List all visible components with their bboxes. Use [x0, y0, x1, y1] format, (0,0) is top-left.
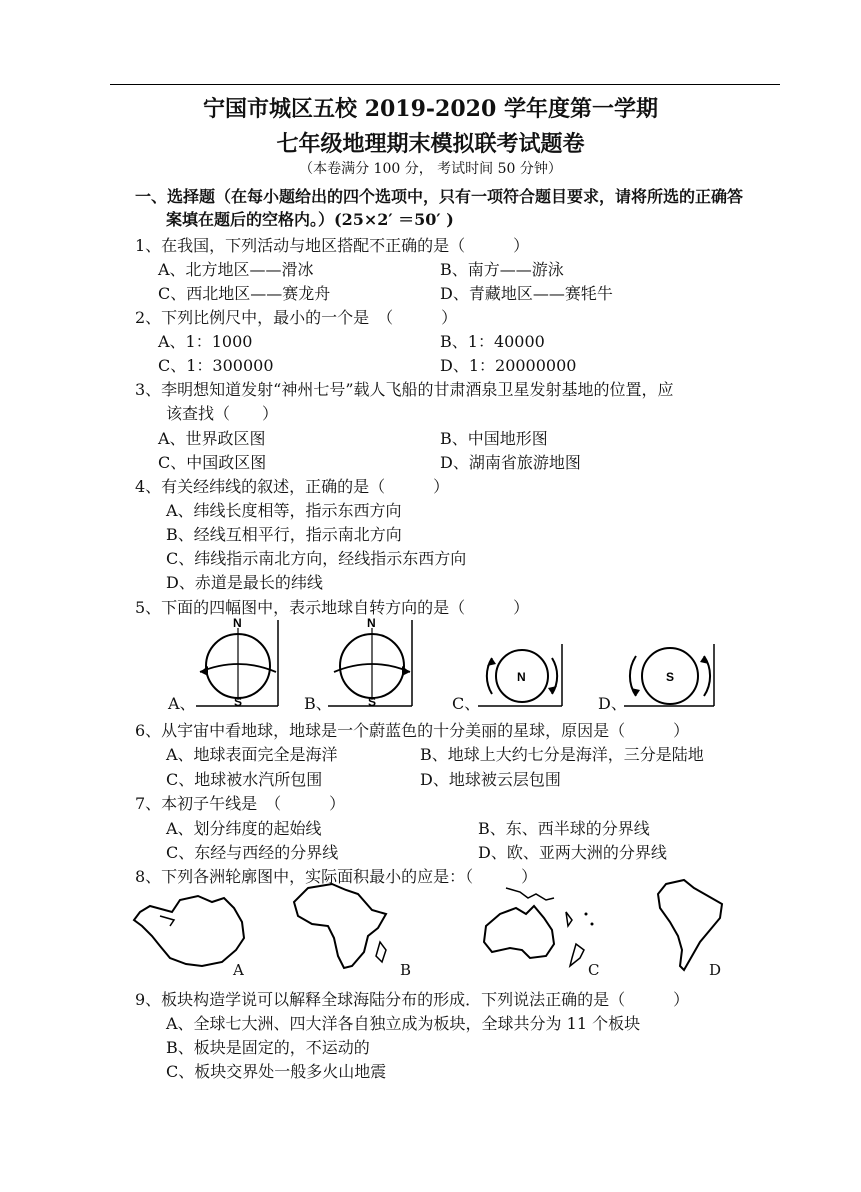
- q3-stem: 3、李明想知道发射“神州七号”载人飞船的甘肃酒泉卫星发射基地的位置，应: [135, 380, 674, 399]
- q5-stem: 5、下面的四幅图中，表示地球自转方向的是（ ）: [135, 598, 530, 617]
- q7-stem: 7、本初子午线是 （ ）: [135, 794, 346, 813]
- q4-option-a: A、纬线长度相等，指示东西方向: [166, 501, 402, 520]
- q4-option-d: D、赤道是最长的纬线: [166, 573, 323, 592]
- q4-option-b: B、经线互相平行，指示南北方向: [166, 525, 402, 544]
- q8-map-b: [288, 880, 398, 972]
- q7-option-a: A、划分纬度的起始线: [166, 819, 322, 838]
- q2-stem: 2、下列比例尺中，最小的一个是 （ ）: [135, 308, 458, 327]
- q6-stem: 6、从宇宙中看地球，地球是一个蔚蓝色的十分美丽的星球，原因是（ ）: [135, 721, 690, 740]
- q8-stem: 8、下列各洲轮廓图中，实际面积最小的应是：（ ）: [135, 867, 538, 886]
- header-rule: [110, 84, 780, 85]
- section1-heading-cont: 案填在题后的空格内。）(25×2′ ＝50′ ): [166, 210, 454, 229]
- q8-label-a: A: [233, 961, 244, 979]
- exam-title-line2: 七年级地理期末模拟联考试题卷: [276, 131, 585, 157]
- q1-option-a: A、北方地区——滑冰: [158, 260, 314, 279]
- q6-option-c: C、地球被水汽所包围: [166, 770, 323, 789]
- q2-option-d: D、1：20000000: [440, 356, 577, 375]
- q2-option-b: B、1：40000: [440, 332, 545, 351]
- q2-option-c: C、1：300000: [158, 356, 274, 375]
- q1-option-b: B、南方——游泳: [440, 260, 564, 279]
- q3-option-a: A、世界政区图: [158, 429, 266, 448]
- q5-option-d: D、: [598, 694, 627, 713]
- q5-figure-b-south: S: [368, 695, 377, 709]
- q5-figure-d-south: S: [666, 670, 675, 684]
- q6-option-d: D、地球被云层包围: [420, 770, 561, 789]
- q1-option-d: D、青藏地区——赛牦牛: [440, 284, 613, 303]
- q5-figure-a-north: N: [233, 616, 242, 630]
- q5-figure-a: [196, 614, 288, 710]
- section1-heading: 一、选择题（在每小题给出的四个选项中，只有一项符合题目要求，请将所选的正确答: [135, 187, 744, 206]
- q8-label-d: D: [709, 961, 722, 979]
- q8-map-a: [130, 892, 250, 972]
- q9-option-c: C、板块交界处一般多火山地震: [166, 1062, 387, 1081]
- q7-option-b: B、东、西半球的分界线: [478, 819, 650, 838]
- q3-option-d: D、湖南省旅游地图: [440, 453, 581, 472]
- q8-label-c: C: [588, 961, 600, 979]
- exam-title-line1: 宁国市城区五校 2019-2020 学年度第一学期: [203, 96, 658, 122]
- q7-option-c: C、东经与西经的分界线: [166, 843, 339, 862]
- q5-figure-b-north: N: [367, 616, 376, 630]
- q8-label-b: B: [400, 961, 412, 979]
- q4-stem: 4、有关经纬线的叙述，正确的是（ ）: [135, 477, 450, 496]
- q6-option-a: A、地球表面完全是海洋: [166, 745, 338, 764]
- q5-figure-c-north: N: [517, 670, 526, 684]
- q9-stem: 9、板块构造学说可以解释全球海陆分布的形成．下列说法正确的是（ ）: [135, 990, 690, 1009]
- exam-subtitle: （本卷满分 100 分， 考试时间 50 分钟）: [299, 161, 562, 177]
- q4-option-c: C、纬线指示南北方向，经线指示东西方向: [166, 549, 467, 568]
- q5-option-c: C、: [452, 694, 481, 713]
- q3-option-c: C、中国政区图: [158, 453, 267, 472]
- q5-figure-c: [478, 642, 570, 710]
- q3-stem-cont: 该查找（ ）: [166, 404, 279, 423]
- q7-option-d: D、欧、亚两大洲的分界线: [478, 843, 667, 862]
- q6-option-b: B、地球上大约七分是海洋，三分是陆地: [420, 745, 704, 764]
- q9-option-b: B、板块是固定的，不运动的: [166, 1038, 370, 1057]
- q2-option-a: A、1：1000: [158, 332, 253, 351]
- q5-option-b: B、: [304, 694, 332, 713]
- q5-option-a: A、: [168, 694, 196, 713]
- q1-option-c: C、西北地区——赛龙舟: [158, 284, 331, 303]
- q8-map-c: [476, 884, 606, 974]
- q3-option-b: B、中国地形图: [440, 429, 548, 448]
- q5-figure-a-south: S: [234, 695, 243, 709]
- q1-stem: 1、在我国，下列活动与地区搭配不正确的是（ ）: [135, 236, 530, 255]
- q5-figure-b: [328, 614, 420, 710]
- q9-option-a: A、全球七大洲、四大洋各自独立成为板块，全球共分为 11 个板块: [166, 1014, 641, 1033]
- q5-figure-d: [624, 642, 724, 710]
